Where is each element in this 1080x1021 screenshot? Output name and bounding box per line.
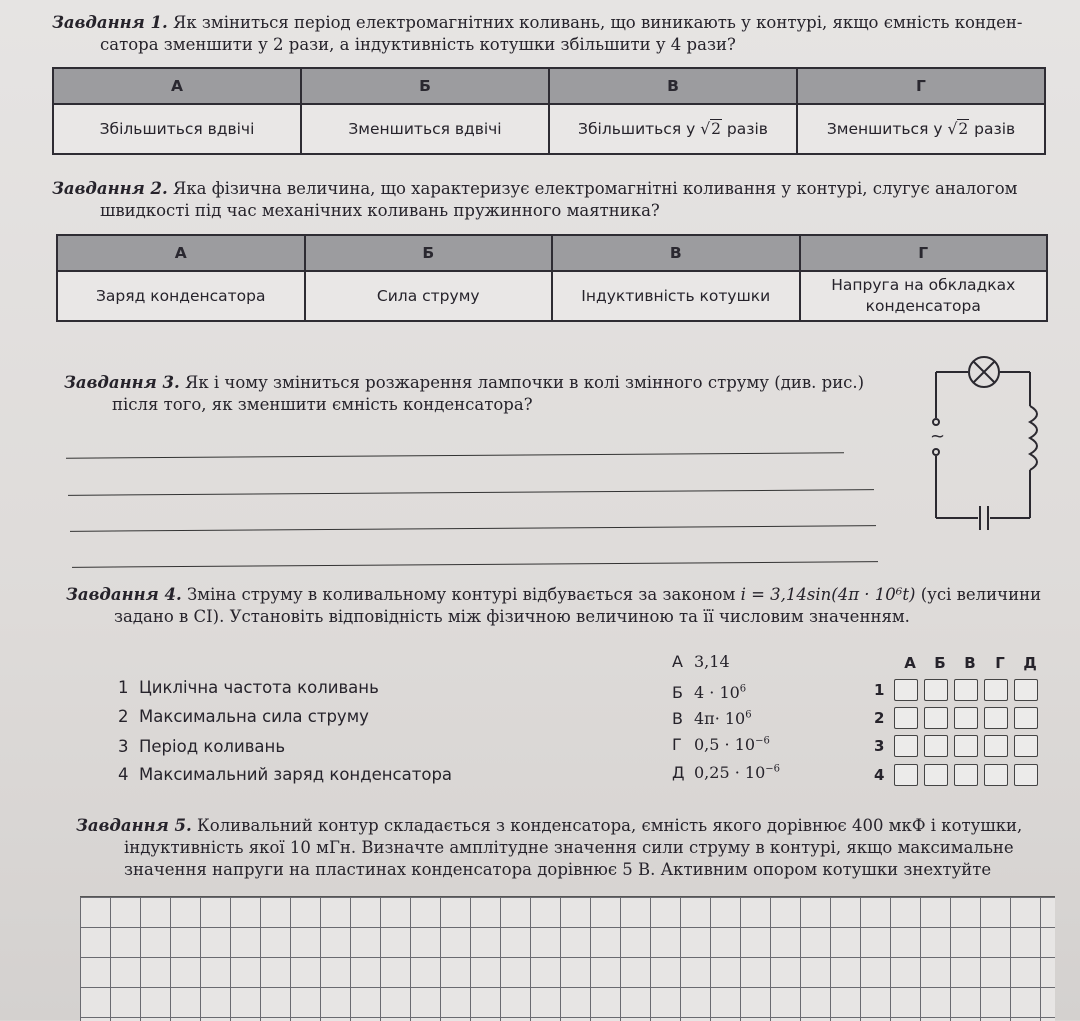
task2-header-c: В <box>552 235 800 271</box>
task3-text-line1: Як і чому зміниться розжарення лампочки в колі змінного струму (див. рис.) <box>185 373 865 392</box>
task1-option-c-suffix: разів <box>726 119 768 138</box>
sqrt-symbol: √2 <box>947 119 969 138</box>
answer-grid-row-1: 1 <box>874 679 1038 701</box>
answer-line-2[interactable] <box>68 489 874 496</box>
task1-option-d[interactable] <box>797 104 1045 154</box>
task4-question-1: 1 Циклічна частота коливань <box>118 678 379 697</box>
task1-text-line2: сатора зменшити у 2 рази, а індуктивність котушки збільшити у 4 рази? <box>100 35 736 54</box>
task1-header-d: Г <box>797 68 1045 104</box>
task3-text-line2: після того, як зменшити ємність конденсатора? <box>112 395 533 414</box>
answer-grid-row-2: 2 <box>874 707 1038 729</box>
task4-label: Завдання 4. <box>66 585 182 604</box>
task5-label: Завдання 5. <box>76 816 192 835</box>
answer-line-3[interactable] <box>70 525 876 532</box>
task4-text-line1a: Зміна струму в коливальному контурі відбувається за законом <box>187 585 736 604</box>
answer-checkbox[interactable] <box>984 735 1008 757</box>
answer-line-1[interactable] <box>66 452 844 458</box>
grid-col-a: А <box>904 654 916 672</box>
answer-checkbox[interactable] <box>954 707 978 729</box>
task2-text-line2: швидкості під час механічних коливань пружинного маятника? <box>100 201 660 220</box>
grid-col-c: В <box>964 654 976 672</box>
task5-text-line2: індуктивність якої 10 мГн. Визначте амплітудне значення сили струму в контурі, якщо максимальне <box>124 838 1014 857</box>
task4-option-e: Д $0,25 \cdot 10^{-6}$ <box>672 763 780 782</box>
solution-grid-area[interactable] <box>80 896 1055 1021</box>
answer-checkbox[interactable] <box>924 735 948 757</box>
task5-text-line1: Коливальний контур складається з конденсатора, ємність якого дорівнює 400 мкФ і котушки, <box>197 816 1023 835</box>
task1-option-b[interactable]: Зменшиться вдвічі <box>301 104 549 154</box>
task1-option-c[interactable] <box>549 104 797 154</box>
task4-text-line2: задано в СІ). Установіть відповідність між фізичною величиною та її числовим значенням. <box>114 607 910 626</box>
task1-option-a[interactable]: Збільшиться вдвічі <box>53 104 301 154</box>
task2-option-c[interactable]: Індуктивність котушки <box>552 271 800 321</box>
task2-text-line1: Яка фізична величина, що характеризує електромагнітні коливання у контурі, слугує аналогом <box>173 179 1018 198</box>
answer-grid-header <box>900 654 1040 672</box>
task1-header-b: Б <box>301 68 549 104</box>
task4-question-3: 3 Період коливань <box>118 737 286 756</box>
task1-option-c-radicand: 2 <box>711 119 721 138</box>
task1-option-c-prefix: Збільшиться у <box>578 119 696 138</box>
answer-checkbox[interactable] <box>924 764 948 786</box>
task1-header-c: В <box>549 68 797 104</box>
answer-checkbox[interactable] <box>894 707 918 729</box>
task2-label: Завдання 2. <box>52 179 168 198</box>
answer-checkbox[interactable] <box>894 764 918 786</box>
task2-option-d[interactable]: Напруга на обкладках конденсатора <box>800 271 1048 321</box>
task2-header-b: Б <box>305 235 553 271</box>
task2-statement <box>52 178 1062 222</box>
answer-checkbox[interactable] <box>924 707 948 729</box>
task3-label: Завдання 3. <box>64 373 180 392</box>
task4-question-2: 2 Максимальна сила струму <box>118 707 369 726</box>
coil-icon <box>1030 406 1037 470</box>
task2-header-a: А <box>57 235 305 271</box>
answer-grid-row-4: 4 <box>874 764 1038 786</box>
task1-text-line1: Як зміниться період електромагнітних коливань, що виникають у контурі, якщо ємність конден- <box>173 13 1023 32</box>
answer-checkbox[interactable] <box>984 764 1008 786</box>
task2-header-d: Г <box>800 235 1048 271</box>
task1-header-a: А <box>53 68 301 104</box>
answer-checkbox[interactable] <box>954 764 978 786</box>
answer-checkbox[interactable] <box>984 707 1008 729</box>
task4-text-line1b: (усі величини <box>920 585 1042 604</box>
task4-option-c: В $4\pi\cdot 10^6$ <box>672 709 752 728</box>
task2-option-a[interactable]: Заряд конденсатора <box>57 271 305 321</box>
answer-checkbox[interactable] <box>984 679 1008 701</box>
answer-checkbox[interactable] <box>1014 764 1038 786</box>
answer-checkbox[interactable] <box>894 735 918 757</box>
answer-grid-row-3: 3 <box>874 735 1038 757</box>
task3-statement <box>64 372 914 416</box>
task5-statement <box>76 815 1066 881</box>
task2-option-b[interactable]: Сила струму <box>305 271 553 321</box>
task2-answer-table <box>56 234 1048 322</box>
task4-formula: i = 3,14sin(4π · 10⁶t) <box>740 585 916 604</box>
task5-text-line3: значення напруги на пластинах конденсатора дорівнює 5 В. Активним опором котушки знехтуйте <box>124 860 992 879</box>
task1-option-d-radicand: 2 <box>958 119 969 138</box>
answer-checkbox[interactable] <box>1014 679 1038 701</box>
answer-checkbox[interactable] <box>924 679 948 701</box>
answer-checkbox[interactable] <box>1014 735 1038 757</box>
grid-col-e: Д <box>1023 654 1037 672</box>
task4-option-b: Б $4 \cdot 10^6$ <box>672 683 747 702</box>
grid-col-d: Г <box>995 654 1005 672</box>
task1-answer-table <box>52 67 1046 155</box>
answer-line-4[interactable] <box>72 561 878 568</box>
sqrt-symbol: √2 <box>700 119 721 138</box>
answer-checkbox[interactable] <box>894 679 918 701</box>
task4-question-4: 4 Максимальний заряд конденсатора <box>118 765 453 784</box>
answer-checkbox[interactable] <box>954 735 978 757</box>
task4-option-a: А 3,14 <box>672 652 730 671</box>
task1-option-d-suffix: разів <box>974 119 1016 138</box>
grid-col-b: Б <box>934 654 946 672</box>
answer-checkbox[interactable] <box>954 679 978 701</box>
answer-checkbox[interactable] <box>1014 707 1038 729</box>
task4-option-d: Г $0,5 \cdot 10^{-6}$ <box>672 735 770 754</box>
lc-circuit-diagram <box>920 356 1060 536</box>
task1-option-d-prefix: Зменшиться у <box>826 119 943 138</box>
task1-statement <box>52 12 1062 56</box>
task1-label: Завдання 1. <box>52 13 168 32</box>
task4-statement <box>66 584 1066 628</box>
ac-source-symbol: ~ <box>930 426 946 447</box>
